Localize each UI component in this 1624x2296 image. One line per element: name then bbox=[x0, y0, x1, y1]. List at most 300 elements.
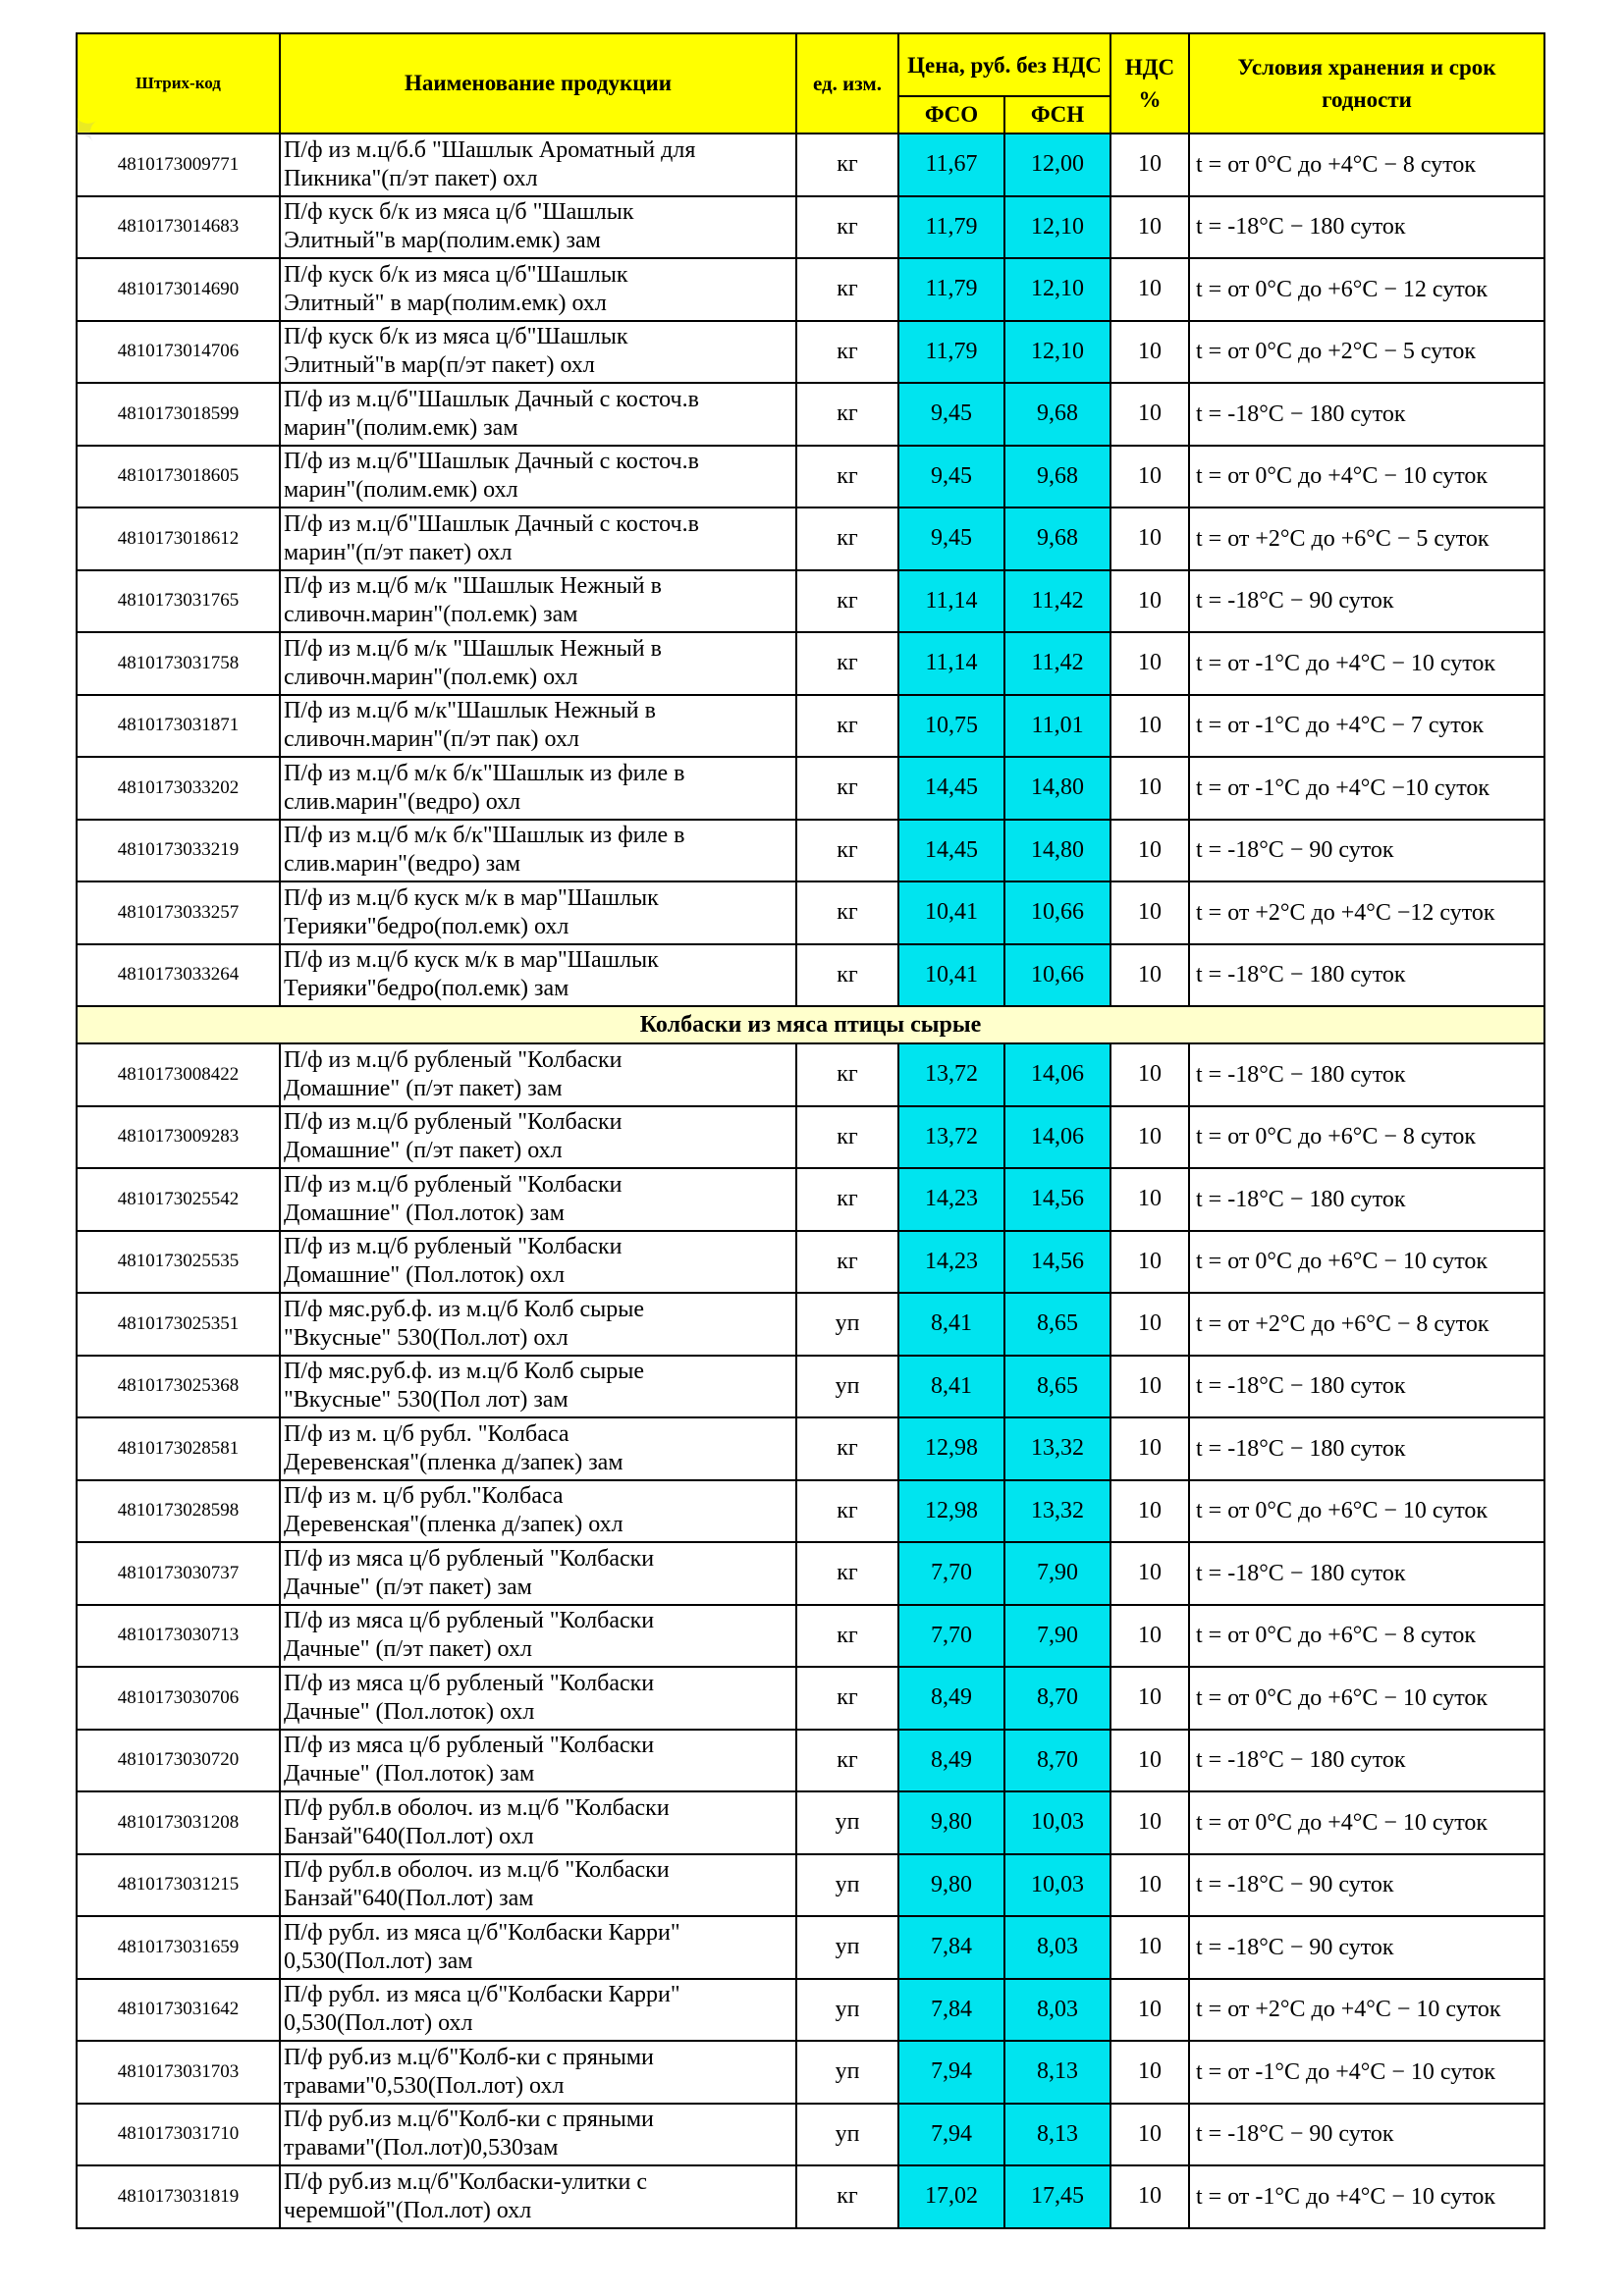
barcode-cell: 4810173009771 bbox=[77, 133, 280, 196]
product-name-line-2: 0,530(Пол.лот) зам bbox=[284, 1948, 473, 1974]
storage-conditions-cell: t = от 0°С до +4°С − 10 суток bbox=[1189, 1791, 1544, 1854]
product-name-cell bbox=[280, 1791, 796, 1854]
vat-cell: 10 bbox=[1110, 632, 1189, 695]
product-name-cell bbox=[280, 1231, 796, 1294]
barcode-cell: 4810173014690 bbox=[77, 258, 280, 321]
product-name-line-2: Домашние" (Пол.лоток) охл bbox=[284, 1262, 566, 1289]
price-fsn-cell: 8,13 bbox=[1004, 2104, 1110, 2166]
header-unit: ед. изм. bbox=[796, 33, 898, 133]
table-row bbox=[77, 695, 1544, 758]
product-name-cell bbox=[280, 1293, 796, 1356]
unit-cell: кг bbox=[796, 570, 898, 633]
header-product-name: Наименование продукции bbox=[280, 33, 796, 133]
table-row bbox=[77, 1106, 1544, 1169]
unit-cell: кг bbox=[796, 1043, 898, 1106]
product-name-line-2: марин"(полим.емк) охл bbox=[284, 477, 518, 504]
storage-conditions-cell: t = -18°С − 90 суток bbox=[1189, 570, 1544, 633]
price-fso-cell: 17,02 bbox=[898, 2165, 1004, 2228]
storage-conditions-cell: t = от -1°С до +4°С − 10 суток bbox=[1189, 2165, 1544, 2228]
table-row bbox=[77, 1854, 1544, 1917]
product-name-line-2: Элитный"в мар(п/эт пакет) охл bbox=[284, 352, 595, 379]
unit-cell: уп bbox=[796, 2041, 898, 2104]
unit-cell: кг bbox=[796, 1480, 898, 1543]
barcode-cell: 4810173031871 bbox=[77, 695, 280, 758]
product-name-line-1: П/ф из мяса ц/б рубленый "Колбаски bbox=[284, 1545, 655, 1572]
section-header bbox=[77, 1006, 1544, 1043]
price-fso-cell: 7,84 bbox=[898, 1979, 1004, 2042]
product-name-cell bbox=[280, 1168, 796, 1231]
product-name-line-2: Банзай"640(Пол.лот) охл bbox=[284, 1823, 534, 1849]
barcode-cell: 4810173030713 bbox=[77, 1605, 280, 1668]
product-name-line-2: Элитный"в мар(полим.емк) зам bbox=[284, 228, 601, 254]
price-fso-cell: 14,45 bbox=[898, 757, 1004, 820]
barcode-cell: 4810173031215 bbox=[77, 1854, 280, 1917]
product-name-line-2: Деревенская"(пленка д/запек) зам bbox=[284, 1449, 623, 1475]
price-fsn-cell: 8,65 bbox=[1004, 1356, 1110, 1418]
barcode-cell: 4810173031659 bbox=[77, 1916, 280, 1979]
price-fsn-cell: 14,06 bbox=[1004, 1106, 1110, 1169]
price-fsn-cell: 9,68 bbox=[1004, 507, 1110, 570]
header-fsn: ФСН bbox=[1004, 96, 1110, 133]
price-fsn-cell: 8,65 bbox=[1004, 1293, 1110, 1356]
product-name-cell bbox=[280, 258, 796, 321]
price-fso-cell: 11,79 bbox=[898, 321, 1004, 384]
barcode-cell: 4810173025535 bbox=[77, 1231, 280, 1294]
product-name-line-2: Терияки"бедро(пол.емк) зам bbox=[284, 976, 569, 1002]
storage-conditions-cell: t = от 0°С до +2°С − 5 суток bbox=[1189, 321, 1544, 384]
product-name-line-1: П/ф из м.ц/б м/к "Шашлык Нежный в bbox=[284, 573, 662, 600]
product-name-cell bbox=[280, 1043, 796, 1106]
storage-conditions-cell: t = от +2°С до +6°С − 5 суток bbox=[1189, 507, 1544, 570]
storage-conditions-cell: t = от +2°С до +4°С − 10 суток bbox=[1189, 1979, 1544, 2042]
product-name-cell bbox=[280, 1605, 796, 1668]
product-name-cell bbox=[280, 1854, 796, 1917]
product-name-line-2: Пикника"(п/эт пакет) охл bbox=[284, 165, 538, 191]
unit-cell: кг bbox=[796, 1417, 898, 1480]
storage-conditions-cell: t = -18°С − 180 суток bbox=[1189, 1542, 1544, 1605]
unit-cell: кг bbox=[796, 1730, 898, 1792]
unit-cell: кг bbox=[796, 695, 898, 758]
vat-cell: 10 bbox=[1110, 383, 1189, 446]
storage-conditions-cell: t = -18°С − 90 суток bbox=[1189, 1916, 1544, 1979]
vat-cell: 10 bbox=[1110, 2041, 1189, 2104]
product-name-line-2: Дачные" (п/эт пакет) охл bbox=[284, 1636, 532, 1663]
price-fso-cell: 8,49 bbox=[898, 1730, 1004, 1792]
price-fsn-cell: 8,13 bbox=[1004, 2041, 1110, 2104]
product-name-line-2: сливочн.марин"(пол.емк) охл bbox=[284, 664, 578, 690]
price-fso-cell: 9,80 bbox=[898, 1854, 1004, 1917]
product-name-cell bbox=[280, 2165, 796, 2228]
product-name-line-1: П/ф из м. ц/б рубл."Колбаса bbox=[284, 1483, 564, 1510]
table-row bbox=[77, 1605, 1544, 1668]
barcode-cell: 4810173033257 bbox=[77, 881, 280, 944]
unit-cell: уп bbox=[796, 1916, 898, 1979]
section-title: Колбаски из мяса птицы сырые bbox=[77, 1006, 1544, 1043]
header-barcode: Штрих-код bbox=[77, 33, 280, 133]
storage-conditions-cell: t = от +2°С до +4°С −12 суток bbox=[1189, 881, 1544, 944]
product-name-cell bbox=[280, 757, 796, 820]
price-fsn-cell: 11,01 bbox=[1004, 695, 1110, 758]
table-row bbox=[77, 1356, 1544, 1418]
product-name-line-2: Домашние" (Пол.лоток) зам bbox=[284, 1200, 565, 1226]
product-name-line-1: П/ф из м.ц/б"Шашлык Дачный с косточ.в bbox=[284, 449, 699, 475]
table-row bbox=[77, 1916, 1544, 1979]
product-name-cell bbox=[280, 695, 796, 758]
unit-cell: кг bbox=[796, 321, 898, 384]
price-fsn-cell: 9,68 bbox=[1004, 446, 1110, 508]
price-fsn-cell: 7,90 bbox=[1004, 1605, 1110, 1668]
product-name-line-1: П/ф из м.ц/б.б "Шашлык Ароматный для bbox=[284, 136, 696, 163]
product-name-cell bbox=[280, 2104, 796, 2166]
product-name-line-2: Дачные" (п/эт пакет) зам bbox=[284, 1574, 532, 1600]
table-row bbox=[77, 1667, 1544, 1730]
price-fsn-cell: 8,70 bbox=[1004, 1730, 1110, 1792]
table-row bbox=[77, 258, 1544, 321]
product-name-line-1: П/ф из м.ц/б рубленый "Колбаски bbox=[284, 1234, 623, 1260]
product-name-cell bbox=[280, 632, 796, 695]
product-name-line-2: 0,530(Пол.лот) охл bbox=[284, 2010, 473, 2037]
unit-cell: кг bbox=[796, 1605, 898, 1668]
barcode-cell: 4810173025351 bbox=[77, 1293, 280, 1356]
table-header bbox=[77, 33, 1544, 133]
table-row bbox=[77, 2041, 1544, 2104]
price-fsn-cell: 8,03 bbox=[1004, 1979, 1110, 2042]
vat-cell: 10 bbox=[1110, 133, 1189, 196]
barcode-cell: 4810173031819 bbox=[77, 2165, 280, 2228]
storage-conditions-cell: t = -18°С − 90 суток bbox=[1189, 2104, 1544, 2166]
product-name-cell bbox=[280, 383, 796, 446]
storage-conditions-cell: t = от -1°С до +4°С − 10 суток bbox=[1189, 2041, 1544, 2104]
product-name-line-1: П/ф руб.из м.ц/б"Колбаски-улитки с bbox=[284, 2168, 648, 2195]
storage-conditions-cell: t = от 0°С до +6°С − 8 суток bbox=[1189, 1106, 1544, 1169]
barcode-cell: 4810173033219 bbox=[77, 820, 280, 882]
product-name-line-2: Дачные" (Пол.лоток) зам bbox=[284, 1761, 535, 1788]
price-fso-cell: 12,98 bbox=[898, 1417, 1004, 1480]
price-fso-cell: 10,41 bbox=[898, 944, 1004, 1007]
product-name-line-2: "Вкусные" 530(Пол лот) зам bbox=[284, 1387, 568, 1414]
barcode-cell: 4810173018599 bbox=[77, 383, 280, 446]
header-storage-conditions: Условия хранения и срок годности bbox=[1189, 33, 1544, 133]
price-fso-cell: 11,79 bbox=[898, 258, 1004, 321]
product-name-line-1: П/ф рубл. из мяса ц/б"Колбаски Карри" bbox=[284, 1919, 680, 1946]
table-row bbox=[77, 757, 1544, 820]
table-row bbox=[77, 1293, 1544, 1356]
storage-conditions-cell: t = -18°С − 90 суток bbox=[1189, 1854, 1544, 1917]
price-fso-cell: 11,79 bbox=[898, 196, 1004, 259]
unit-cell: уп bbox=[796, 1293, 898, 1356]
product-name-line-1: П/ф из м.ц/б"Шашлык Дачный с косточ.в bbox=[284, 386, 699, 412]
price-table bbox=[76, 32, 1545, 2229]
table-row bbox=[77, 1480, 1544, 1543]
table-row bbox=[77, 944, 1544, 1007]
product-name-line-2: Элитный" в мар(полим.емк) охл bbox=[284, 290, 607, 316]
product-name-cell bbox=[280, 1916, 796, 1979]
price-fso-cell: 11,14 bbox=[898, 570, 1004, 633]
vat-cell: 10 bbox=[1110, 1231, 1189, 1294]
unit-cell: кг bbox=[796, 196, 898, 259]
unit-cell: кг bbox=[796, 507, 898, 570]
product-name-line-1: П/ф из мяса ц/б рубленый "Колбаски bbox=[284, 1670, 655, 1696]
table-row bbox=[77, 881, 1544, 944]
price-fso-cell: 14,45 bbox=[898, 820, 1004, 882]
price-fsn-cell: 14,80 bbox=[1004, 820, 1110, 882]
vat-cell: 10 bbox=[1110, 196, 1189, 259]
product-name-cell bbox=[280, 1106, 796, 1169]
table-row bbox=[77, 133, 1544, 196]
vat-cell: 10 bbox=[1110, 1542, 1189, 1605]
price-fso-cell: 9,80 bbox=[898, 1791, 1004, 1854]
product-name-line-1: П/ф из м.ц/б м/к б/к"Шашлык из филе в bbox=[284, 760, 685, 786]
barcode-cell: 4810173014706 bbox=[77, 321, 280, 384]
unit-cell: уп bbox=[796, 2104, 898, 2166]
product-name-line-1: П/ф рубл. из мяса ц/б"Колбаски Карри" bbox=[284, 1982, 680, 2008]
unit-cell: уп bbox=[796, 1979, 898, 2042]
barcode-cell: 4810173018612 bbox=[77, 507, 280, 570]
product-name-line-1: П/ф из м.ц/б куск м/к в мар"Шашлык bbox=[284, 947, 659, 974]
unit-cell: уп bbox=[796, 1356, 898, 1418]
storage-conditions-cell: t = от -1°С до +4°С −10 суток bbox=[1189, 757, 1544, 820]
product-name-line-1: П/ф из м.ц/б м/к б/к"Шашлык из филе в bbox=[284, 823, 685, 849]
product-name-line-1: П/ф из м. ц/б рубл. "Колбаса bbox=[284, 1420, 569, 1447]
product-name-line-1: П/ф куск б/к из мяса ц/б "Шашлык bbox=[284, 199, 634, 226]
product-name-line-1: П/ф из м.ц/б рубленый "Колбаски bbox=[284, 1109, 623, 1136]
storage-conditions-cell: t = -18°С − 180 суток bbox=[1189, 1043, 1544, 1106]
vat-cell: 10 bbox=[1110, 1854, 1189, 1917]
storage-conditions-cell: t = -18°С − 180 суток bbox=[1189, 1417, 1544, 1480]
header-fso: ФСО bbox=[898, 96, 1004, 133]
price-fsn-cell: 12,10 bbox=[1004, 196, 1110, 259]
product-name-line-2: травами"0,530(Пол.лот) охл bbox=[284, 2072, 565, 2099]
price-fso-cell: 10,41 bbox=[898, 881, 1004, 944]
watermark: ✦ bbox=[59, 103, 112, 158]
price-fso-cell: 14,23 bbox=[898, 1168, 1004, 1231]
price-fsn-cell: 11,42 bbox=[1004, 570, 1110, 633]
vat-cell: 10 bbox=[1110, 1356, 1189, 1418]
price-fsn-cell: 10,66 bbox=[1004, 944, 1110, 1007]
price-fsn-cell: 8,70 bbox=[1004, 1667, 1110, 1730]
unit-cell: кг bbox=[796, 1168, 898, 1231]
table-row bbox=[77, 2165, 1544, 2228]
product-name-cell bbox=[280, 2041, 796, 2104]
table-row bbox=[77, 1168, 1544, 1231]
product-name-cell bbox=[280, 446, 796, 508]
vat-cell: 10 bbox=[1110, 258, 1189, 321]
unit-cell: уп bbox=[796, 1854, 898, 1917]
product-name-line-1: П/ф рубл.в оболоч. из м.ц/б "Колбаски bbox=[284, 1794, 670, 1821]
header-price: Цена, руб. без НДС bbox=[898, 33, 1110, 96]
vat-cell: 10 bbox=[1110, 1916, 1189, 1979]
product-name-line-2: сливочн.марин"(п/эт пак) охл bbox=[284, 726, 579, 753]
table-row bbox=[77, 196, 1544, 259]
price-fso-cell: 9,45 bbox=[898, 446, 1004, 508]
table-row bbox=[77, 1542, 1544, 1605]
storage-conditions-cell: t = -18°С − 180 суток bbox=[1189, 1168, 1544, 1231]
product-name-line-1: П/ф куск б/к из мяса ц/б"Шашлык bbox=[284, 324, 628, 350]
product-name-line-1: П/ф из м.ц/б куск м/к в мар"Шашлык bbox=[284, 884, 659, 911]
vat-cell: 10 bbox=[1110, 1106, 1189, 1169]
product-name-line-1: П/ф мяс.руб.ф. из м.ц/б Колб сырые bbox=[284, 1296, 645, 1322]
vat-cell: 10 bbox=[1110, 2104, 1189, 2166]
price-fso-cell: 7,70 bbox=[898, 1605, 1004, 1668]
storage-conditions-cell: t = от 0°С до +6°С − 10 суток bbox=[1189, 1480, 1544, 1543]
vat-cell: 10 bbox=[1110, 1480, 1189, 1543]
product-name-cell bbox=[280, 1542, 796, 1605]
barcode-cell: 4810173028598 bbox=[77, 1480, 280, 1543]
barcode-cell: 4810173031758 bbox=[77, 632, 280, 695]
vat-cell: 10 bbox=[1110, 1605, 1189, 1668]
product-name-cell bbox=[280, 944, 796, 1007]
price-fso-cell: 13,72 bbox=[898, 1106, 1004, 1169]
product-name-cell bbox=[280, 570, 796, 633]
price-fsn-cell: 14,06 bbox=[1004, 1043, 1110, 1106]
table-body bbox=[77, 133, 1544, 2228]
product-name-line-1: П/ф из м.ц/б м/к "Шашлык Нежный в bbox=[284, 635, 662, 662]
table-row bbox=[77, 820, 1544, 882]
product-name-line-1: П/ф руб.из м.ц/б"Колб-ки с пряными bbox=[284, 2107, 654, 2133]
price-fsn-cell: 13,32 bbox=[1004, 1417, 1110, 1480]
price-fso-cell: 9,45 bbox=[898, 507, 1004, 570]
storage-conditions-cell: t = от 0°С до +6°С − 10 суток bbox=[1189, 1231, 1544, 1294]
product-name-line-1: П/ф мяс.руб.ф. из м.ц/б Колб сырые bbox=[284, 1359, 645, 1385]
table-row bbox=[77, 446, 1544, 508]
price-fso-cell: 11,67 bbox=[898, 133, 1004, 196]
unit-cell: кг bbox=[796, 1542, 898, 1605]
price-fso-cell: 7,94 bbox=[898, 2041, 1004, 2104]
price-fso-cell: 13,72 bbox=[898, 1043, 1004, 1106]
price-fso-cell: 7,94 bbox=[898, 2104, 1004, 2166]
vat-cell: 10 bbox=[1110, 1417, 1189, 1480]
price-fsn-cell: 9,68 bbox=[1004, 383, 1110, 446]
table-row bbox=[77, 1730, 1544, 1792]
storage-conditions-cell: t = от 0°С до +4°С − 8 суток bbox=[1189, 133, 1544, 196]
storage-conditions-cell: t = -18°С − 180 суток bbox=[1189, 196, 1544, 259]
table-row bbox=[77, 1231, 1544, 1294]
price-fso-cell: 9,45 bbox=[898, 383, 1004, 446]
barcode-cell: 4810173030720 bbox=[77, 1730, 280, 1792]
table-row bbox=[77, 1791, 1544, 1854]
barcode-cell: 4810173031208 bbox=[77, 1791, 280, 1854]
price-fsn-cell: 14,56 bbox=[1004, 1231, 1110, 1294]
product-name-cell bbox=[280, 1979, 796, 2042]
vat-cell: 10 bbox=[1110, 1293, 1189, 1356]
storage-conditions-cell: t = -18°С − 180 суток bbox=[1189, 1730, 1544, 1792]
product-name-line-2: Домашние" (п/эт пакет) охл bbox=[284, 1138, 563, 1164]
price-fso-cell: 14,23 bbox=[898, 1231, 1004, 1294]
storage-conditions-cell: t = от 0°С до +6°С − 8 суток bbox=[1189, 1605, 1544, 1668]
vat-cell: 10 bbox=[1110, 944, 1189, 1007]
vat-cell: 10 bbox=[1110, 570, 1189, 633]
product-name-line-2: черемшой"(Пол.лот) охл bbox=[284, 2197, 532, 2223]
price-fsn-cell: 12,10 bbox=[1004, 258, 1110, 321]
vat-cell: 10 bbox=[1110, 507, 1189, 570]
vat-cell: 10 bbox=[1110, 1791, 1189, 1854]
table-row bbox=[77, 1979, 1544, 2042]
unit-cell: кг bbox=[796, 881, 898, 944]
table-row bbox=[77, 2104, 1544, 2166]
barcode-cell: 4810173025368 bbox=[77, 1356, 280, 1418]
unit-cell: кг bbox=[796, 820, 898, 882]
price-fso-cell: 8,41 bbox=[898, 1293, 1004, 1356]
product-name-cell bbox=[280, 321, 796, 384]
vat-cell: 10 bbox=[1110, 1979, 1189, 2042]
barcode-cell: 4810173030706 bbox=[77, 1667, 280, 1730]
price-fso-cell: 10,75 bbox=[898, 695, 1004, 758]
storage-conditions-cell: t = от 0°С до +4°С − 10 суток bbox=[1189, 446, 1544, 508]
product-name-line-2: Дачные" (Пол.лоток) охл bbox=[284, 1698, 535, 1725]
price-fsn-cell: 11,42 bbox=[1004, 632, 1110, 695]
barcode-cell: 4810173009283 bbox=[77, 1106, 280, 1169]
storage-conditions-cell: t = от 0°С до +6°С − 12 суток bbox=[1189, 258, 1544, 321]
price-fsn-cell: 8,03 bbox=[1004, 1916, 1110, 1979]
product-name-line-2: травами"(Пол.лот)0,530зам bbox=[284, 2135, 559, 2162]
price-list bbox=[76, 32, 1543, 2229]
price-fsn-cell: 10,66 bbox=[1004, 881, 1110, 944]
product-name-line-2: Банзай"640(Пол.лот) зам bbox=[284, 1886, 534, 1912]
price-fsn-cell: 14,56 bbox=[1004, 1168, 1110, 1231]
table-row bbox=[77, 321, 1544, 384]
vat-cell: 10 bbox=[1110, 2165, 1189, 2228]
barcode-cell: 4810173031703 bbox=[77, 2041, 280, 2104]
product-name-line-2: марин"(п/эт пакет) охл bbox=[284, 539, 513, 565]
product-name-line-1: П/ф руб.из м.ц/б"Колб-ки с пряными bbox=[284, 2044, 654, 2070]
table-row bbox=[77, 632, 1544, 695]
barcode-cell: 4810173033264 bbox=[77, 944, 280, 1007]
product-name-line-2: "Вкусные" 530(Пол.лот) охл bbox=[284, 1324, 568, 1351]
vat-cell: 10 bbox=[1110, 820, 1189, 882]
vat-cell: 10 bbox=[1110, 1667, 1189, 1730]
product-name-cell bbox=[280, 881, 796, 944]
header-vat: НДС % bbox=[1110, 33, 1189, 133]
barcode-cell: 4810173030737 bbox=[77, 1542, 280, 1605]
barcode-cell: 4810173018605 bbox=[77, 446, 280, 508]
product-name-line-2: марин"(полим.емк) зам bbox=[284, 414, 518, 441]
product-name-line-1: П/ф рубл.в оболоч. из м.ц/б "Колбаски bbox=[284, 1857, 670, 1884]
unit-cell: кг bbox=[796, 2165, 898, 2228]
unit-cell: кг bbox=[796, 757, 898, 820]
table-row bbox=[77, 1417, 1544, 1480]
product-name-cell bbox=[280, 820, 796, 882]
storage-conditions-cell: t = от 0°С до +6°С − 10 суток bbox=[1189, 1667, 1544, 1730]
unit-cell: кг bbox=[796, 944, 898, 1007]
storage-conditions-cell: t = от -1°С до +4°С − 10 суток bbox=[1189, 632, 1544, 695]
price-fsn-cell: 12,00 bbox=[1004, 133, 1110, 196]
vat-cell: 10 bbox=[1110, 1730, 1189, 1792]
unit-cell: кг bbox=[796, 446, 898, 508]
product-name-cell bbox=[280, 1730, 796, 1792]
price-fsn-cell: 17,45 bbox=[1004, 2165, 1110, 2228]
product-name-cell bbox=[280, 133, 796, 196]
table-row bbox=[77, 1043, 1544, 1106]
price-fso-cell: 7,84 bbox=[898, 1916, 1004, 1979]
vat-cell: 10 bbox=[1110, 757, 1189, 820]
product-name-cell bbox=[280, 196, 796, 259]
storage-conditions-cell: t = -18°С − 180 суток bbox=[1189, 383, 1544, 446]
unit-cell: кг bbox=[796, 1667, 898, 1730]
price-fsn-cell: 7,90 bbox=[1004, 1542, 1110, 1605]
storage-conditions-cell: t = -18°С − 180 суток bbox=[1189, 1356, 1544, 1418]
unit-cell: уп bbox=[796, 1791, 898, 1854]
price-fso-cell: 12,98 bbox=[898, 1480, 1004, 1543]
product-name-line-2: сливочн.марин"(пол.емк) зам bbox=[284, 602, 578, 628]
barcode-cell: 4810173014683 bbox=[77, 196, 280, 259]
vat-cell: 10 bbox=[1110, 446, 1189, 508]
vat-cell: 10 bbox=[1110, 881, 1189, 944]
product-name-line-1: П/ф из мяса ц/б рубленый "Колбаски bbox=[284, 1733, 655, 1759]
product-name-line-2: слив.марин"(ведро) охл bbox=[284, 788, 521, 815]
price-fsn-cell: 10,03 bbox=[1004, 1791, 1110, 1854]
unit-cell: кг bbox=[796, 383, 898, 446]
barcode-cell: 4810173031642 bbox=[77, 1979, 280, 2042]
